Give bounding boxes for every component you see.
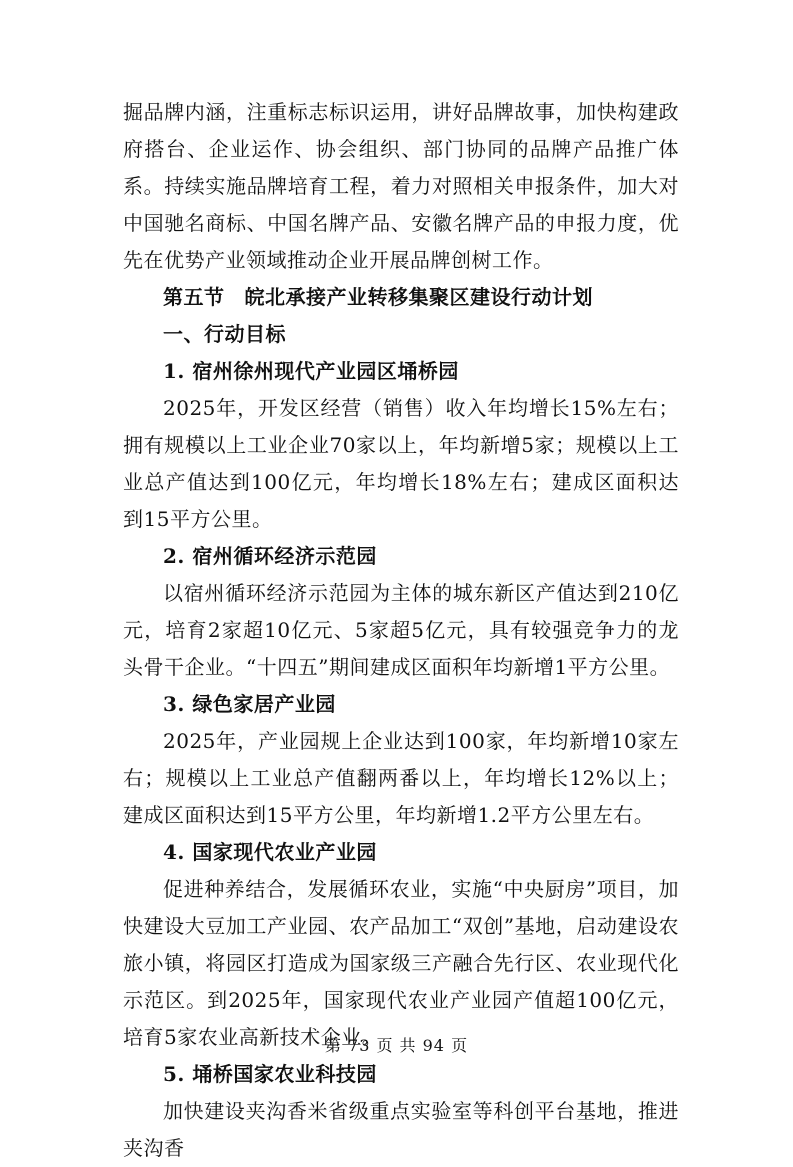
page-footer: 第 73 页 共 94 页 [324, 1036, 469, 1055]
item-paragraph-4: 促进种养结合，发展循环农业，实施“中央厨房”项目，加快建设大豆加工产业园、农产品加工“双创”基地，启动建设农旅小镇，将园区打造成为国家级三产融合先行区、农业现代化示范区。到2025年，国家现代农业产业园产值超100亿元，培育5家农业高新技术企业。 [123, 877, 679, 1049]
item-heading-4: 4. 国家现代农业产业园 [163, 840, 377, 864]
section-title: 皖北承接产业转移集聚区建设行动计划 [244, 285, 593, 309]
item-heading-2: 2. 宿州循环经济示范园 [163, 544, 377, 568]
section-number: 第五节 [163, 285, 225, 309]
item-paragraph-5: 加快建设夹沟香米省级重点实验室等科创平台基地，推进夹沟香 [123, 1099, 679, 1160]
item-heading-1: 1. 宿州徐州现代产业园区埇桥园 [163, 359, 459, 383]
intro-paragraph: 掘品牌内涵，注重标志标识运用，讲好品牌故事，加快构建政府搭台、企业运作、协会组织、部门协同的品牌产品推广体系。持续实施品牌培育工程，着力对照相关申报条件，加大对中国驰名商标、中国名牌产品、安徽名牌产品的申报力度，优先在优势产业领域推动企业开展品牌创树工作。 [123, 100, 679, 272]
item-heading-3: 3. 绿色家居产业园 [163, 692, 336, 716]
item-paragraph-2: 以宿州循环经济示范园为主体的城东新区产值达到210亿元，培育2家超10亿元、5家超5亿元，具有较强竞争力的龙头骨干企业。“十四五”期间建成区面积年均新增1平方公里。 [123, 581, 679, 679]
item-paragraph-3: 2025年，产业园规上企业达到100家，年均新增10家左右；规模以上工业总产值翻两番以上，年均增长12%以上；建成区面积达到15平方公里，年均新增1.2平方公里左右。 [123, 729, 679, 827]
page-content [123, 94, 679, 1167]
item-heading-5: 5. 埇桥国家农业科技园 [163, 1062, 377, 1086]
section-heading [123, 279, 679, 316]
subsection-heading: 一、行动目标 [163, 322, 286, 346]
item-paragraph-1: 2025年，开发区经营（销售）收入年均增长15%左右；拥有规模以上工业企业70家以上，年均新增5家；规模以上工业总产值达到100亿元，年均增长18%左右；建成区面积达到15平方公里。 [123, 396, 679, 531]
